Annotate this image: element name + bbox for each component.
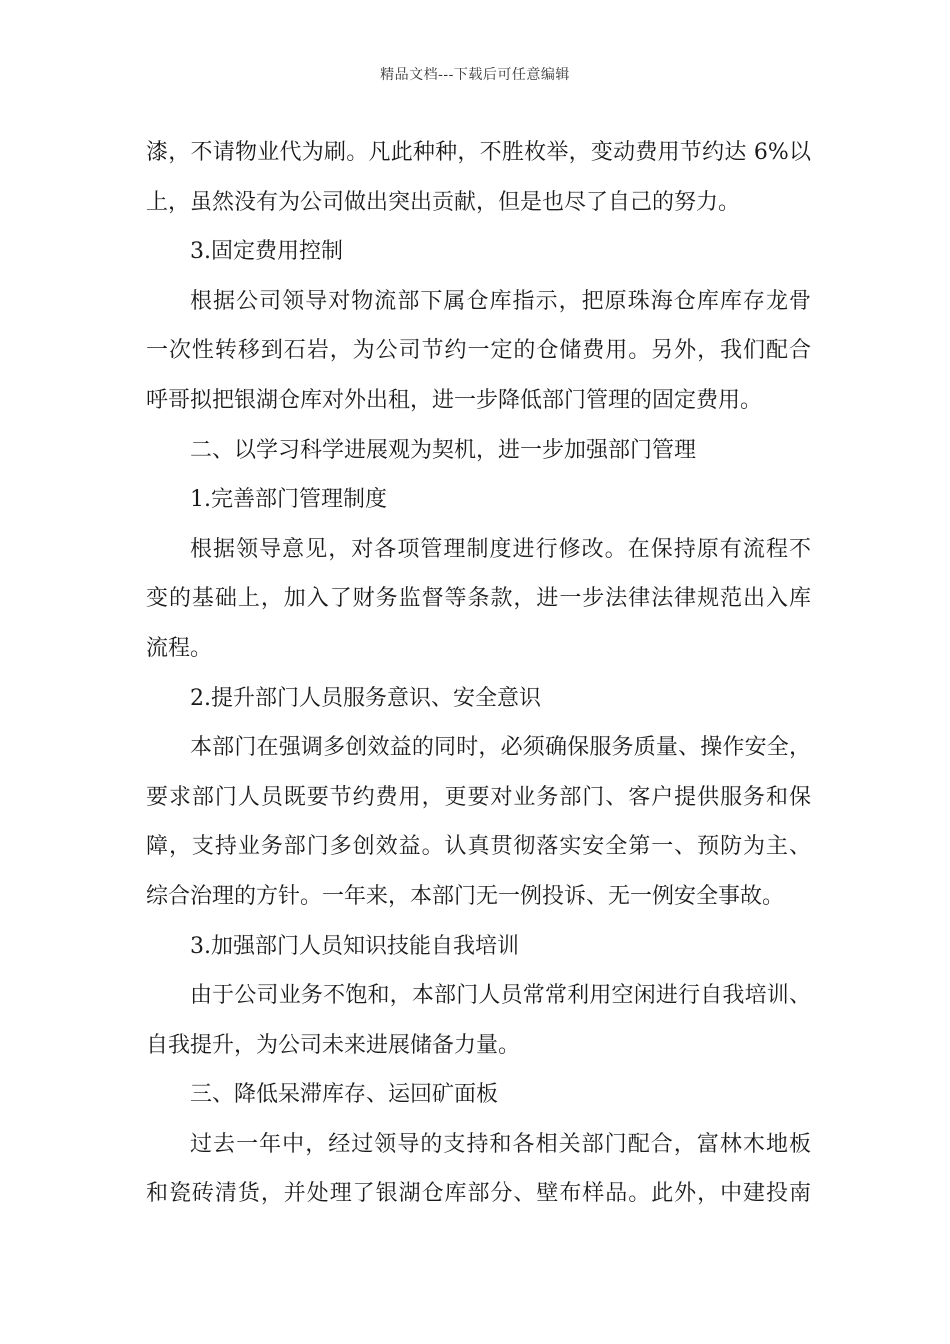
document-body [146,128,811,1219]
text-line: 二、以学习科学进展观为契机，进一步加强部门管理 [190,437,697,463]
text-line: 综合治理的方针。一年来，本部门无一例投诉、无一例安全事故。 [146,883,785,909]
text-line: 3.加强部门人员知识技能自我培训 [190,933,519,959]
text-line: 由于公司业务不饱和，本部门人员常常利用空闲进行自我培训、 [190,983,811,1009]
text-line: 一次性转移到石岩，为公司节约一定的仓储费用。另外，我们配合 [146,338,811,364]
text-line: 和瓷砖清货，并处理了银湖仓库部分、壁布样品。此外，中建投南 [146,1181,811,1207]
text-line: 3.固定费用控制 [190,239,343,265]
text-line: 三、降低呆滞库存、运回矿面板 [190,1082,499,1108]
text-line: 要求部门人员既要节约费用，更要对业务部门、客户提供服务和保 [146,784,811,810]
text-line: 1.完善部门管理制度 [190,487,387,513]
text-line: 流程。 [146,635,213,661]
text-line: 漆，不请物业代为刷。凡此种种，不胜枚举，变动费用节约达 6%以 [146,140,811,165]
text-line: 本部门在强调多创效益的同时，必须确保服务质量、操作安全， [190,735,811,761]
text-line: 变的基础上，加入了财务监督等条款，进一步法律法律规范出入库 [146,586,811,612]
text-line: 根据领导意见，对各项管理制度进行修改。在保持原有流程不 [190,536,811,562]
text-line: 2.提升部门人员服务意识、安全意识 [190,685,541,711]
text-line: 障，支持业务部门多创效益。认真贯彻落实安全第一、预防为主、 [146,834,811,860]
text-line: 根据公司领导对物流部下属仓库指示，把原珠海仓库库存龙骨 [190,288,811,314]
text-line: 上，虽然没有为公司做出突出贡献，但是也尽了自己的努力。 [146,189,741,215]
text-line: 呼哥拟把银湖仓库对外出租，进一步降低部门管理的固定费用。 [146,387,763,413]
page-header: 精品文档---下载后可任意编辑 [380,67,570,83]
text-line: 自我提升，为公司未来进展储备力量。 [146,1032,521,1058]
text-line: 过去一年中，经过领导的支持和各相关部门配合，富林木地板 [190,1131,811,1157]
